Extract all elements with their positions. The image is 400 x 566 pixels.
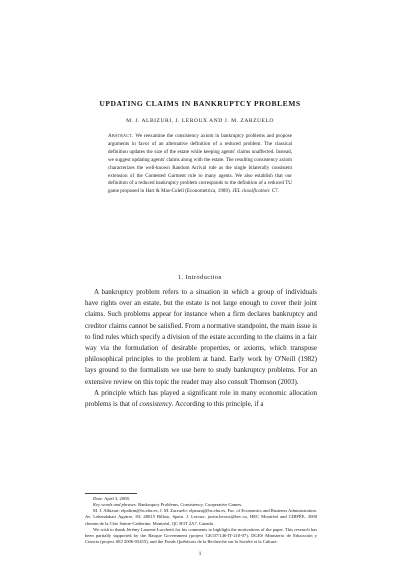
paper-authors: M. J. ALBIZURI, J. LEROUX AND J. M. ZARZUELO — [126, 118, 274, 124]
jel-label: JEL classification: — [232, 188, 271, 195]
introduction-body — [85, 287, 317, 410]
footnote-affiliations: M. J. Albizuri: elpalirm@bs.ehu.es; J. M. Zarzuelo: elpzazaj@bs.ehu.es, Fac. of Economics and Business Administration. Av. Lehendakari Aguirre, 83; 48015 Bilbao, Spain. J. Leroux: justin.leroux@hec.ca, HEC Montréal and CIRPÉE, 3000 chemin de la Côte Sainte-Catherine, Montréal, QC H3T 2A7, Canada. — [85, 508, 317, 526]
body-paragraph — [85, 388, 317, 410]
section-title-introduction: 1. Introduction — [178, 274, 222, 281]
body-paragraph: A bankruptcy problem refers to a situation in which a group of individuals have rights over an estate, but the estate is not large enough to cover their joint claims. Such problems appear for instance when a firm declares bankruptcy and creditor claims cannot be satisfied. From a normative standpoint, the main issue is to find rules which specify a division of the estate according to the claims in a fair way via the formulation of desirable properties, or axioms, which transpose philosophical principles to the problem at hand. Early work by O'Neill (1982) lays ground to the formalism we use here to study bankruptcy problems. For an extensive review on this topic the reader may also consult Thomson (2003). — [85, 288, 317, 386]
date-label: Date — [93, 496, 102, 501]
paragraph-text: . According to this principle, if a — [171, 400, 264, 409]
jel-code: C7. — [271, 188, 279, 195]
paper-title: UPDATING CLAIMS IN BANKRUPTCY PROBLEMS — [99, 99, 301, 108]
footnote-acknowledgments: We wish to thank Jérémy Laurent-Lucchetti for his comments to highlight the motivations of the paper. This research has been partially supported by the Basque Government (project GIC07/146-IT-210-07), DGES Ministerio de Educación y Ciencia (project SEJ 2006-05455), and the Fonds Québécois de la Recherche sur la Société et la Culture. — [85, 526, 317, 545]
paragraph-text: A principle which has played a significant role in many economic allocation problems is that of — [85, 388, 317, 409]
abstract-label: Abstract. — [108, 133, 134, 139]
abstract-text: We reexamine the consistency axiom in bankruptcy problems and propose arguments in favor of an alternative definition of a reduced problem. The classical definition updates the size of the estate while keeping agents' claims unaffected. Instead, we suggest updating agents' claims along with the estate. The resulting consistency axiom characterizes the well-known Random Arrival rule as the single bilaterally consistent extension of the Contested Garment rule to many agents. We also establish that our definition of a reduced bankruptcy problem corresponds to the definition of a reduced TU game proposed in Hart & Mas-Colell (Econometrica, 1989). — [108, 133, 292, 195]
date-value: : April 3, 2008. — [101, 496, 130, 501]
footnotes — [85, 496, 317, 545]
abstract — [108, 133, 292, 196]
keywords-value: Bankruptcy Problems, Consistency, Cooperative Games. — [138, 502, 243, 508]
keywords-label: Key words and phrases. — [93, 502, 137, 508]
page-number: 1 — [198, 551, 202, 557]
emphasis-consistency: consistency — [139, 400, 172, 409]
footnote-rule — [85, 493, 137, 494]
